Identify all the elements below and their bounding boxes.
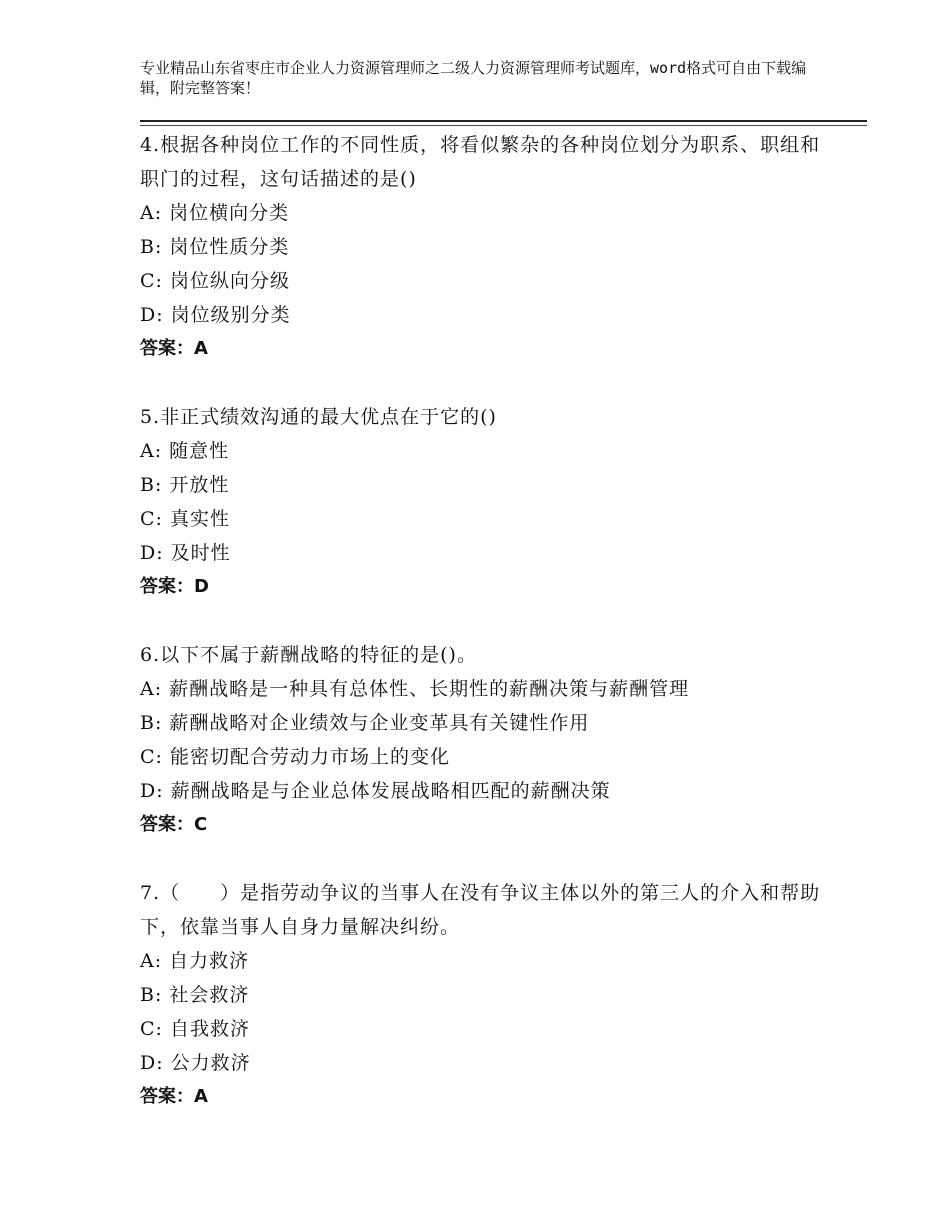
option-b: B: 社会救济 <box>140 984 250 1006</box>
question-text: 7.（ ）是指劳动争议的当事人在没有争议主体以外的第三人的介入和帮助下，依靠当事人自身力量解决纠纷。 <box>140 882 821 938</box>
option-b: B: 薪酬战略对企业绩效与企业变革具有关键性作用 <box>140 712 590 734</box>
option-b: B: 开放性 <box>140 474 230 496</box>
question-5 <box>140 400 840 604</box>
question-6 <box>140 638 840 842</box>
header-divider-thick <box>140 120 867 122</box>
option-d: D: 及时性 <box>140 542 231 564</box>
option-c: C: 能密切配合劳动力市场上的变化 <box>140 746 450 768</box>
option-a: A: 自力救济 <box>140 950 250 972</box>
answer-label: 答案：C <box>140 814 208 835</box>
option-d: D: 岗位级别分类 <box>140 304 291 326</box>
option-c: C: 岗位纵向分级 <box>140 270 290 292</box>
question-text: 5.非正式绩效沟通的最大优点在于它的() <box>140 406 497 428</box>
answer-label: 答案：D <box>140 576 209 597</box>
option-c: C: 自我救济 <box>140 1018 250 1040</box>
option-d: D: 公力救济 <box>140 1052 251 1074</box>
question-7 <box>140 876 840 1114</box>
answer-label: 答案：A <box>140 338 208 359</box>
header-divider-thin <box>140 125 867 126</box>
question-text: 4.根据各种岗位工作的不同性质，将看似繁杂的各种岗位划分为职系、职组和职门的过程，这句话描述的是() <box>140 134 821 190</box>
question-list <box>140 128 840 1148</box>
option-d: D: 薪酬战略是与企业总体发展战略相匹配的薪酬决策 <box>140 780 611 802</box>
answer-label: 答案：A <box>140 1086 208 1107</box>
option-a: A: 随意性 <box>140 440 230 462</box>
option-a: A: 岗位横向分类 <box>140 202 290 224</box>
question-text: 6.以下不属于薪酬战略的特征的是()。 <box>140 644 477 666</box>
option-a: A: 薪酬战略是一种具有总体性、长期性的薪酬决策与薪酬管理 <box>140 678 690 700</box>
option-b: B: 岗位性质分类 <box>140 236 290 258</box>
option-c: C: 真实性 <box>140 508 230 530</box>
document-header: 专业精品山东省枣庄市企业人力资源管理师之二级人力资源管理师考试题库，word格式可自由下载编辑，附完整答案！ <box>140 59 807 97</box>
question-4 <box>140 128 840 366</box>
